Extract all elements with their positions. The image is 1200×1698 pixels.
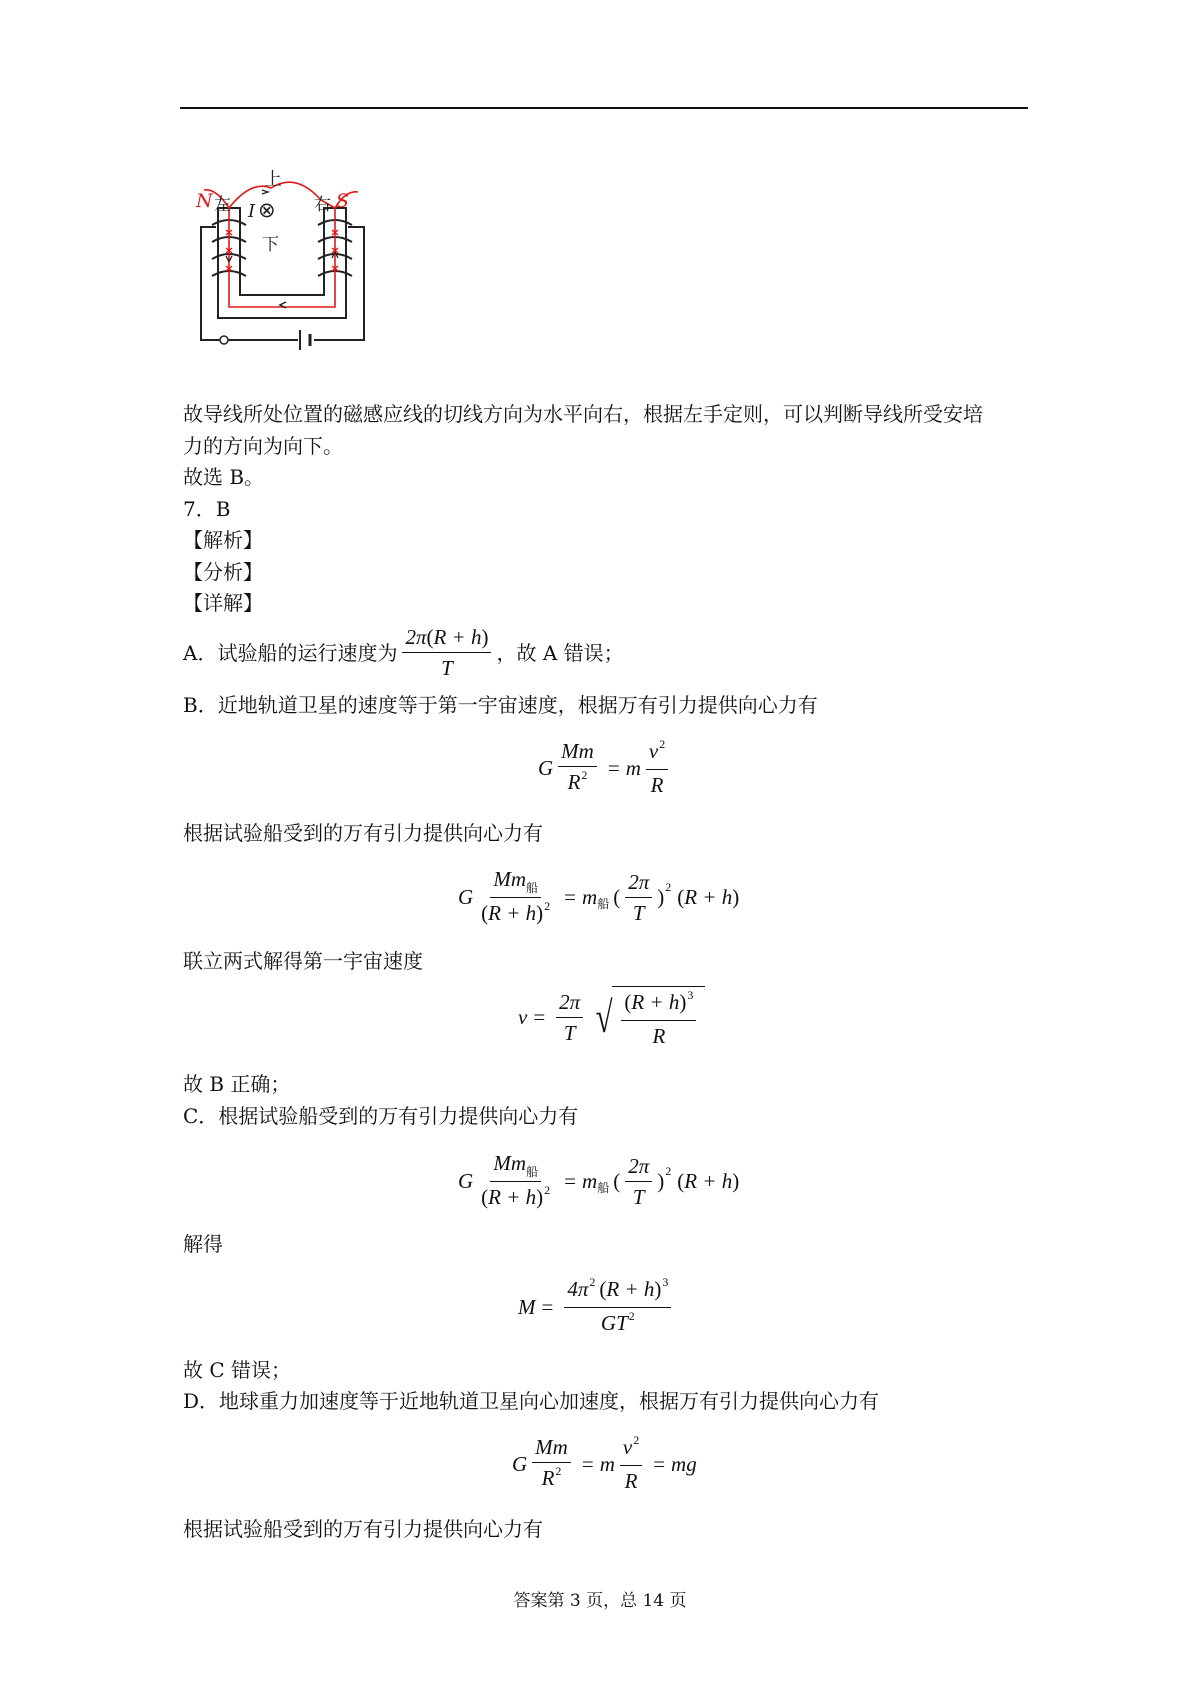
header-rule <box>180 107 1028 109</box>
section-heading: 【详解】 <box>183 591 263 615</box>
label-bottom: 下 <box>262 235 279 255</box>
equation-3: v = $\frac{2\pi}{T}$ √ $\frac{(R + h)^3}{R}$ <box>518 986 705 1049</box>
label-right: 右 <box>314 195 331 215</box>
label-current: I <box>248 201 256 222</box>
equation-1: G $\frac{Mm}{R^2}$ = m $\frac{v^2}{R}$ <box>538 738 673 798</box>
text-line: 力的方向为向下。 <box>183 434 343 458</box>
option-c-text: C．根据试验船受到的万有引力提供向心力有 <box>183 1104 579 1128</box>
equation-6: G $\frac{Mm}{R^2}$ = m $\frac{v^2}{R}$ = mg <box>512 1433 697 1493</box>
text-line: 故导线所处位置的磁感应线的切线方向为水平向右，根据左手定则，可以判断导线所受安培 <box>183 402 983 426</box>
text-line: 根据试验船受到的万有引力提供向心力有 <box>183 1517 543 1541</box>
option-a-line <box>183 624 624 681</box>
question-answer: 7．B <box>183 497 231 521</box>
label-north: N <box>196 190 213 212</box>
current-into-page-symbol: ⊗ <box>258 198 276 222</box>
speed-fraction: $\frac{2\pi(R + h)}{T}$ <box>402 624 491 681</box>
text-line: 故 B 正确； <box>183 1072 291 1096</box>
section-heading: 【解析】 <box>183 528 263 552</box>
option-a-result: ，故 A 错误； <box>496 640 624 665</box>
electromagnet-figure <box>196 170 396 375</box>
text-line: 故 C 错误； <box>183 1358 292 1382</box>
option-a-text: A．试验船的运行速度为 <box>183 640 398 665</box>
text-line: 根据试验船受到的万有引力提供向心力有 <box>183 821 543 845</box>
option-b-text: B．近地轨道卫星的速度等于第一宇宙速度，根据万有引力提供向心力有 <box>183 693 818 717</box>
label-top: 上 <box>264 170 282 190</box>
text-line: 联立两式解得第一宇宙速度 <box>183 949 423 973</box>
label-south: S <box>336 190 350 212</box>
text-line: 故选 B。 <box>183 465 265 489</box>
equation-5: M = $\frac{4\pi^2 (R + h)^3}{GT^2}$ <box>518 1276 676 1339</box>
option-d-text: D．地球重力加速度等于近地轨道卫星向心加速度，根据万有引力提供向心力有 <box>183 1389 880 1413</box>
section-heading: 【分析】 <box>183 560 263 584</box>
text-line: 解得 <box>183 1232 223 1256</box>
equation-4: G $\frac{Mm_船}{(R + h)^2}$ = m 船 ( $\frac{2\pi}{T}$ ) 2 ( R + h ) <box>458 1151 740 1209</box>
label-left: 左 <box>214 195 231 215</box>
equation-2: G $\frac{Mm_船}{(R + h)^2}$ = m 船 ( $\frac{2\pi}{T}$ ) 2 ( R + h ) <box>458 867 740 925</box>
page-footer: 答案第 3 页，总 14 页 <box>513 1591 687 1611</box>
